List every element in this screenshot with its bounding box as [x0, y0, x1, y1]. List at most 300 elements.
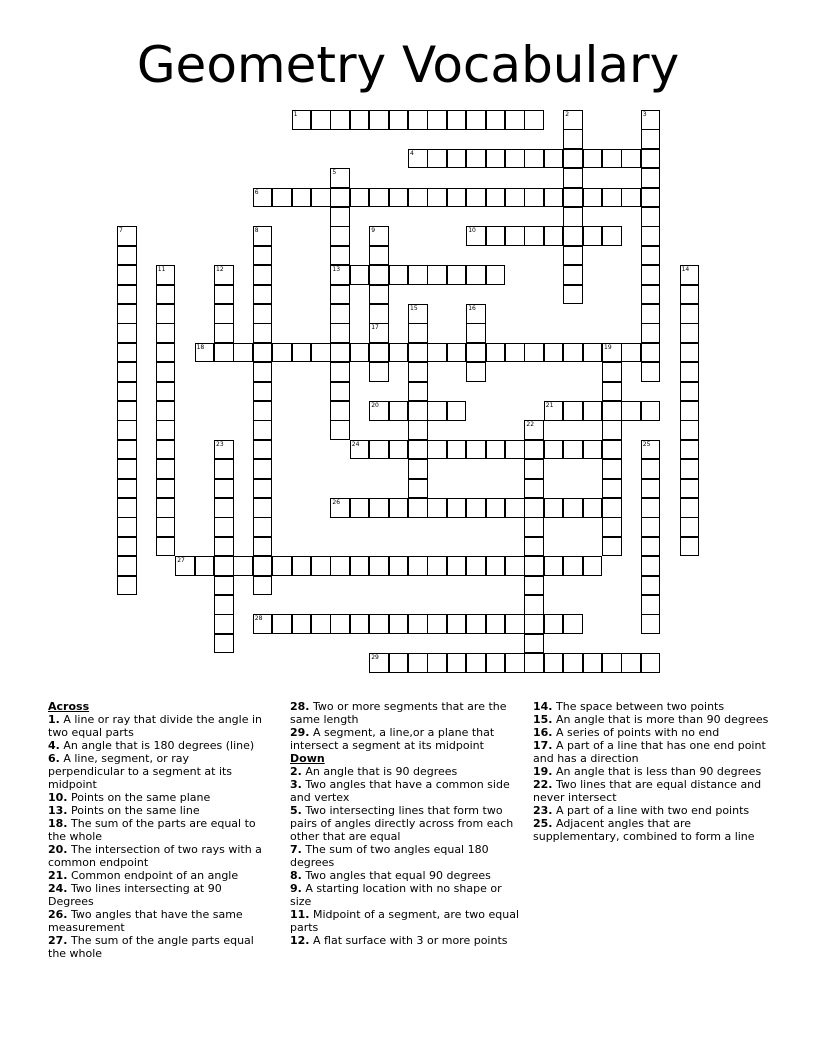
grid-cell[interactable] [408, 382, 428, 402]
grid-cell[interactable] [369, 362, 389, 382]
grid-cell[interactable] [214, 498, 234, 518]
grid-cell[interactable] [369, 323, 389, 343]
grid-cell[interactable] [641, 362, 661, 382]
grid-cell[interactable] [214, 556, 234, 576]
grid-cell[interactable] [214, 537, 234, 557]
grid-cell[interactable] [214, 285, 234, 305]
grid-cell[interactable] [214, 343, 234, 363]
grid-cell[interactable] [369, 265, 389, 285]
grid-cell[interactable] [641, 323, 661, 343]
grid-cell[interactable] [330, 362, 350, 382]
grid-cell[interactable] [253, 440, 273, 460]
grid-cell[interactable] [214, 517, 234, 537]
grid-cell[interactable] [156, 517, 176, 537]
grid-cell[interactable] [389, 498, 409, 518]
grid-cell[interactable] [156, 265, 176, 285]
grid-cell[interactable] [408, 614, 428, 634]
grid-cell[interactable] [330, 614, 350, 634]
grid-cell[interactable] [408, 149, 428, 169]
grid-cell[interactable] [602, 479, 622, 499]
grid-cell[interactable] [505, 440, 525, 460]
grid-cell[interactable] [330, 188, 350, 208]
grid-cell[interactable] [602, 653, 622, 673]
grid-cell[interactable] [524, 110, 544, 130]
grid-cell[interactable] [486, 343, 506, 363]
grid-cell[interactable] [253, 537, 273, 557]
grid-cell[interactable] [641, 576, 661, 596]
grid-cell[interactable] [156, 401, 176, 421]
grid-cell[interactable] [408, 440, 428, 460]
grid-cell[interactable] [389, 401, 409, 421]
grid-cell[interactable] [641, 498, 661, 518]
grid-cell[interactable] [408, 459, 428, 479]
grid-cell[interactable] [680, 323, 700, 343]
grid-cell[interactable] [156, 459, 176, 479]
grid-cell[interactable] [117, 459, 137, 479]
grid-cell[interactable] [350, 440, 370, 460]
grid-cell[interactable] [563, 343, 583, 363]
grid-cell[interactable] [311, 343, 331, 363]
grid-cell[interactable] [563, 614, 583, 634]
grid-cell[interactable] [369, 110, 389, 130]
grid-cell[interactable] [330, 323, 350, 343]
grid-cell[interactable] [408, 265, 428, 285]
grid-cell[interactable] [486, 265, 506, 285]
grid-cell[interactable] [621, 653, 641, 673]
grid-cell[interactable] [641, 479, 661, 499]
grid-cell[interactable] [292, 188, 312, 208]
grid-cell[interactable] [680, 362, 700, 382]
grid-cell[interactable] [117, 401, 137, 421]
grid-cell[interactable] [563, 556, 583, 576]
grid-cell[interactable] [680, 401, 700, 421]
grid-cell[interactable] [117, 440, 137, 460]
grid-cell[interactable] [330, 420, 350, 440]
grid-cell[interactable] [156, 343, 176, 363]
grid-cell[interactable] [563, 653, 583, 673]
grid-cell[interactable] [156, 498, 176, 518]
grid-cell[interactable] [272, 556, 292, 576]
grid-cell[interactable] [466, 265, 486, 285]
grid-cell[interactable] [486, 440, 506, 460]
grid-cell[interactable] [524, 576, 544, 596]
grid-cell[interactable] [117, 265, 137, 285]
grid-cell[interactable] [466, 323, 486, 343]
grid-cell[interactable] [602, 343, 622, 363]
grid-cell[interactable] [602, 498, 622, 518]
grid-cell[interactable] [156, 285, 176, 305]
grid-cell[interactable] [680, 265, 700, 285]
grid-cell[interactable] [466, 498, 486, 518]
grid-cell[interactable] [272, 343, 292, 363]
grid-cell[interactable] [524, 188, 544, 208]
grid-cell[interactable] [524, 537, 544, 557]
grid-cell[interactable] [544, 498, 564, 518]
grid-cell[interactable] [641, 556, 661, 576]
grid-cell[interactable] [447, 401, 467, 421]
grid-cell[interactable] [214, 323, 234, 343]
grid-cell[interactable] [447, 556, 467, 576]
grid-cell[interactable] [466, 362, 486, 382]
grid-cell[interactable] [583, 226, 603, 246]
grid-cell[interactable] [369, 556, 389, 576]
grid-cell[interactable] [330, 285, 350, 305]
grid-cell[interactable] [602, 537, 622, 557]
grid-cell[interactable] [408, 323, 428, 343]
grid-cell[interactable] [272, 614, 292, 634]
grid-cell[interactable] [214, 304, 234, 324]
grid-cell[interactable] [253, 362, 273, 382]
grid-cell[interactable] [117, 576, 137, 596]
grid-cell[interactable] [486, 556, 506, 576]
grid-cell[interactable] [330, 304, 350, 324]
grid-cell[interactable] [214, 595, 234, 615]
grid-cell[interactable] [408, 556, 428, 576]
grid-cell[interactable] [505, 343, 525, 363]
grid-cell[interactable] [389, 440, 409, 460]
grid-cell[interactable] [544, 401, 564, 421]
grid-cell[interactable] [117, 304, 137, 324]
grid-cell[interactable] [505, 149, 525, 169]
grid-cell[interactable] [350, 343, 370, 363]
grid-cell[interactable] [544, 149, 564, 169]
grid-cell[interactable] [544, 556, 564, 576]
grid-cell[interactable] [408, 110, 428, 130]
grid-cell[interactable] [563, 188, 583, 208]
grid-cell[interactable] [524, 653, 544, 673]
grid-cell[interactable] [427, 401, 447, 421]
grid-cell[interactable] [447, 653, 467, 673]
grid-cell[interactable] [563, 440, 583, 460]
grid-cell[interactable] [117, 343, 137, 363]
grid-cell[interactable] [486, 653, 506, 673]
grid-cell[interactable] [156, 382, 176, 402]
grid-cell[interactable] [408, 653, 428, 673]
grid-cell[interactable] [466, 110, 486, 130]
grid-cell[interactable] [253, 498, 273, 518]
grid-cell[interactable] [641, 246, 661, 266]
grid-cell[interactable] [680, 498, 700, 518]
grid-cell[interactable] [330, 556, 350, 576]
grid-cell[interactable] [447, 614, 467, 634]
grid-cell[interactable] [253, 576, 273, 596]
grid-cell[interactable] [389, 110, 409, 130]
grid-cell[interactable] [466, 226, 486, 246]
grid-cell[interactable] [680, 440, 700, 460]
grid-cell[interactable] [447, 265, 467, 285]
grid-cell[interactable] [641, 614, 661, 634]
grid-cell[interactable] [389, 653, 409, 673]
grid-cell[interactable] [389, 265, 409, 285]
grid-cell[interactable] [641, 401, 661, 421]
grid-cell[interactable] [524, 595, 544, 615]
grid-cell[interactable] [350, 265, 370, 285]
grid-cell[interactable] [214, 576, 234, 596]
grid-cell[interactable] [389, 556, 409, 576]
grid-cell[interactable] [253, 614, 273, 634]
grid-cell[interactable] [544, 226, 564, 246]
grid-cell[interactable] [253, 459, 273, 479]
grid-cell[interactable] [680, 517, 700, 537]
grid-cell[interactable] [621, 343, 641, 363]
grid-cell[interactable] [330, 382, 350, 402]
grid-cell[interactable] [117, 498, 137, 518]
grid-cell[interactable] [544, 653, 564, 673]
grid-cell[interactable] [156, 537, 176, 557]
grid-cell[interactable] [641, 440, 661, 460]
grid-cell[interactable] [563, 149, 583, 169]
grid-cell[interactable] [447, 110, 467, 130]
grid-cell[interactable] [369, 498, 389, 518]
grid-cell[interactable] [602, 440, 622, 460]
grid-cell[interactable] [330, 226, 350, 246]
grid-cell[interactable] [330, 265, 350, 285]
grid-cell[interactable] [680, 304, 700, 324]
grid-cell[interactable] [350, 110, 370, 130]
grid-cell[interactable] [641, 459, 661, 479]
grid-cell[interactable] [641, 595, 661, 615]
grid-cell[interactable] [214, 614, 234, 634]
grid-cell[interactable] [447, 343, 467, 363]
grid-cell[interactable] [292, 110, 312, 130]
grid-cell[interactable] [272, 188, 292, 208]
grid-cell[interactable] [156, 362, 176, 382]
grid-cell[interactable] [641, 537, 661, 557]
grid-cell[interactable] [311, 614, 331, 634]
grid-cell[interactable] [350, 188, 370, 208]
grid-cell[interactable] [583, 498, 603, 518]
grid-cell[interactable] [408, 304, 428, 324]
grid-cell[interactable] [214, 459, 234, 479]
grid-cell[interactable] [175, 556, 195, 576]
grid-cell[interactable] [602, 401, 622, 421]
grid-cell[interactable] [524, 459, 544, 479]
grid-cell[interactable] [330, 110, 350, 130]
grid-cell[interactable] [641, 304, 661, 324]
grid-cell[interactable] [524, 498, 544, 518]
grid-cell[interactable] [427, 440, 447, 460]
grid-cell[interactable] [408, 362, 428, 382]
grid-cell[interactable] [156, 440, 176, 460]
grid-cell[interactable] [602, 149, 622, 169]
grid-cell[interactable] [583, 188, 603, 208]
grid-cell[interactable] [214, 265, 234, 285]
grid-cell[interactable] [680, 459, 700, 479]
grid-cell[interactable] [330, 168, 350, 188]
grid-cell[interactable] [486, 226, 506, 246]
grid-cell[interactable] [311, 110, 331, 130]
grid-cell[interactable] [563, 110, 583, 130]
grid-cell[interactable] [369, 188, 389, 208]
grid-cell[interactable] [583, 440, 603, 460]
grid-cell[interactable] [292, 343, 312, 363]
grid-cell[interactable] [253, 517, 273, 537]
grid-cell[interactable] [427, 343, 447, 363]
grid-cell[interactable] [641, 129, 661, 149]
grid-cell[interactable] [350, 556, 370, 576]
grid-cell[interactable] [544, 343, 564, 363]
grid-cell[interactable] [427, 110, 447, 130]
grid-cell[interactable] [505, 653, 525, 673]
grid-cell[interactable] [563, 265, 583, 285]
grid-cell[interactable] [350, 614, 370, 634]
grid-cell[interactable] [641, 265, 661, 285]
grid-cell[interactable] [408, 498, 428, 518]
grid-cell[interactable] [583, 556, 603, 576]
grid-cell[interactable] [466, 188, 486, 208]
grid-cell[interactable] [156, 323, 176, 343]
grid-cell[interactable] [311, 556, 331, 576]
grid-cell[interactable] [602, 382, 622, 402]
grid-cell[interactable] [505, 498, 525, 518]
grid-cell[interactable] [680, 382, 700, 402]
grid-cell[interactable] [408, 343, 428, 363]
grid-cell[interactable] [680, 343, 700, 363]
grid-cell[interactable] [524, 634, 544, 654]
grid-cell[interactable] [214, 440, 234, 460]
grid-cell[interactable] [253, 420, 273, 440]
grid-cell[interactable] [253, 323, 273, 343]
grid-cell[interactable] [641, 343, 661, 363]
grid-cell[interactable] [253, 285, 273, 305]
grid-cell[interactable] [486, 614, 506, 634]
grid-cell[interactable] [350, 498, 370, 518]
grid-cell[interactable] [369, 246, 389, 266]
grid-cell[interactable] [447, 498, 467, 518]
grid-cell[interactable] [680, 420, 700, 440]
grid-cell[interactable] [389, 343, 409, 363]
grid-cell[interactable] [505, 188, 525, 208]
grid-cell[interactable] [583, 343, 603, 363]
grid-cell[interactable] [524, 556, 544, 576]
grid-cell[interactable] [602, 226, 622, 246]
grid-cell[interactable] [330, 343, 350, 363]
grid-cell[interactable] [427, 614, 447, 634]
grid-cell[interactable] [427, 265, 447, 285]
grid-cell[interactable] [524, 440, 544, 460]
grid-cell[interactable] [292, 614, 312, 634]
grid-cell[interactable] [563, 226, 583, 246]
grid-cell[interactable] [253, 556, 273, 576]
grid-cell[interactable] [524, 149, 544, 169]
grid-cell[interactable] [117, 537, 137, 557]
grid-cell[interactable] [389, 188, 409, 208]
grid-cell[interactable] [524, 420, 544, 440]
grid-cell[interactable] [369, 304, 389, 324]
grid-cell[interactable] [233, 556, 253, 576]
grid-cell[interactable] [233, 343, 253, 363]
grid-cell[interactable] [427, 653, 447, 673]
grid-cell[interactable] [253, 382, 273, 402]
grid-cell[interactable] [369, 440, 389, 460]
grid-cell[interactable] [330, 401, 350, 421]
grid-cell[interactable] [505, 110, 525, 130]
grid-cell[interactable] [583, 653, 603, 673]
grid-cell[interactable] [621, 401, 641, 421]
grid-cell[interactable] [641, 207, 661, 227]
grid-cell[interactable] [447, 440, 467, 460]
grid-cell[interactable] [524, 614, 544, 634]
grid-cell[interactable] [253, 479, 273, 499]
grid-cell[interactable] [447, 188, 467, 208]
grid-cell[interactable] [486, 498, 506, 518]
grid-cell[interactable] [680, 285, 700, 305]
grid-cell[interactable] [369, 226, 389, 246]
grid-cell[interactable] [408, 401, 428, 421]
grid-cell[interactable] [253, 304, 273, 324]
grid-cell[interactable] [117, 556, 137, 576]
grid-cell[interactable] [486, 188, 506, 208]
grid-cell[interactable] [156, 420, 176, 440]
grid-cell[interactable] [621, 149, 641, 169]
grid-cell[interactable] [680, 537, 700, 557]
grid-cell[interactable] [505, 226, 525, 246]
grid-cell[interactable] [369, 343, 389, 363]
grid-cell[interactable] [466, 343, 486, 363]
grid-cell[interactable] [486, 110, 506, 130]
grid-cell[interactable] [447, 149, 467, 169]
grid-cell[interactable] [117, 285, 137, 305]
grid-cell[interactable] [369, 401, 389, 421]
grid-cell[interactable] [544, 440, 564, 460]
grid-cell[interactable] [253, 265, 273, 285]
grid-cell[interactable] [214, 479, 234, 499]
grid-cell[interactable] [583, 149, 603, 169]
grid-cell[interactable] [369, 653, 389, 673]
grid-cell[interactable] [311, 188, 331, 208]
grid-cell[interactable] [117, 362, 137, 382]
grid-cell[interactable] [563, 285, 583, 305]
grid-cell[interactable] [641, 110, 661, 130]
grid-cell[interactable] [602, 188, 622, 208]
grid-cell[interactable] [466, 614, 486, 634]
grid-cell[interactable] [330, 498, 350, 518]
grid-cell[interactable] [156, 479, 176, 499]
grid-cell[interactable] [680, 479, 700, 499]
grid-cell[interactable] [563, 168, 583, 188]
grid-cell[interactable] [524, 479, 544, 499]
grid-cell[interactable] [621, 188, 641, 208]
grid-cell[interactable] [563, 207, 583, 227]
grid-cell[interactable] [408, 420, 428, 440]
grid-cell[interactable] [641, 149, 661, 169]
grid-cell[interactable] [466, 440, 486, 460]
grid-cell[interactable] [641, 188, 661, 208]
grid-cell[interactable] [602, 517, 622, 537]
grid-cell[interactable] [369, 285, 389, 305]
grid-cell[interactable] [563, 246, 583, 266]
grid-cell[interactable] [408, 188, 428, 208]
grid-cell[interactable] [117, 420, 137, 440]
grid-cell[interactable] [253, 246, 273, 266]
grid-cell[interactable] [641, 285, 661, 305]
grid-cell[interactable] [214, 634, 234, 654]
grid-cell[interactable] [253, 401, 273, 421]
grid-cell[interactable] [369, 614, 389, 634]
grid-cell[interactable] [330, 246, 350, 266]
grid-cell[interactable] [641, 168, 661, 188]
grid-cell[interactable] [117, 479, 137, 499]
grid-cell[interactable] [117, 246, 137, 266]
grid-cell[interactable] [427, 188, 447, 208]
grid-cell[interactable] [505, 556, 525, 576]
grid-cell[interactable] [563, 498, 583, 518]
grid-cell[interactable] [195, 556, 215, 576]
grid-cell[interactable] [602, 459, 622, 479]
grid-cell[interactable] [253, 226, 273, 246]
grid-cell[interactable] [292, 556, 312, 576]
grid-cell[interactable] [117, 382, 137, 402]
